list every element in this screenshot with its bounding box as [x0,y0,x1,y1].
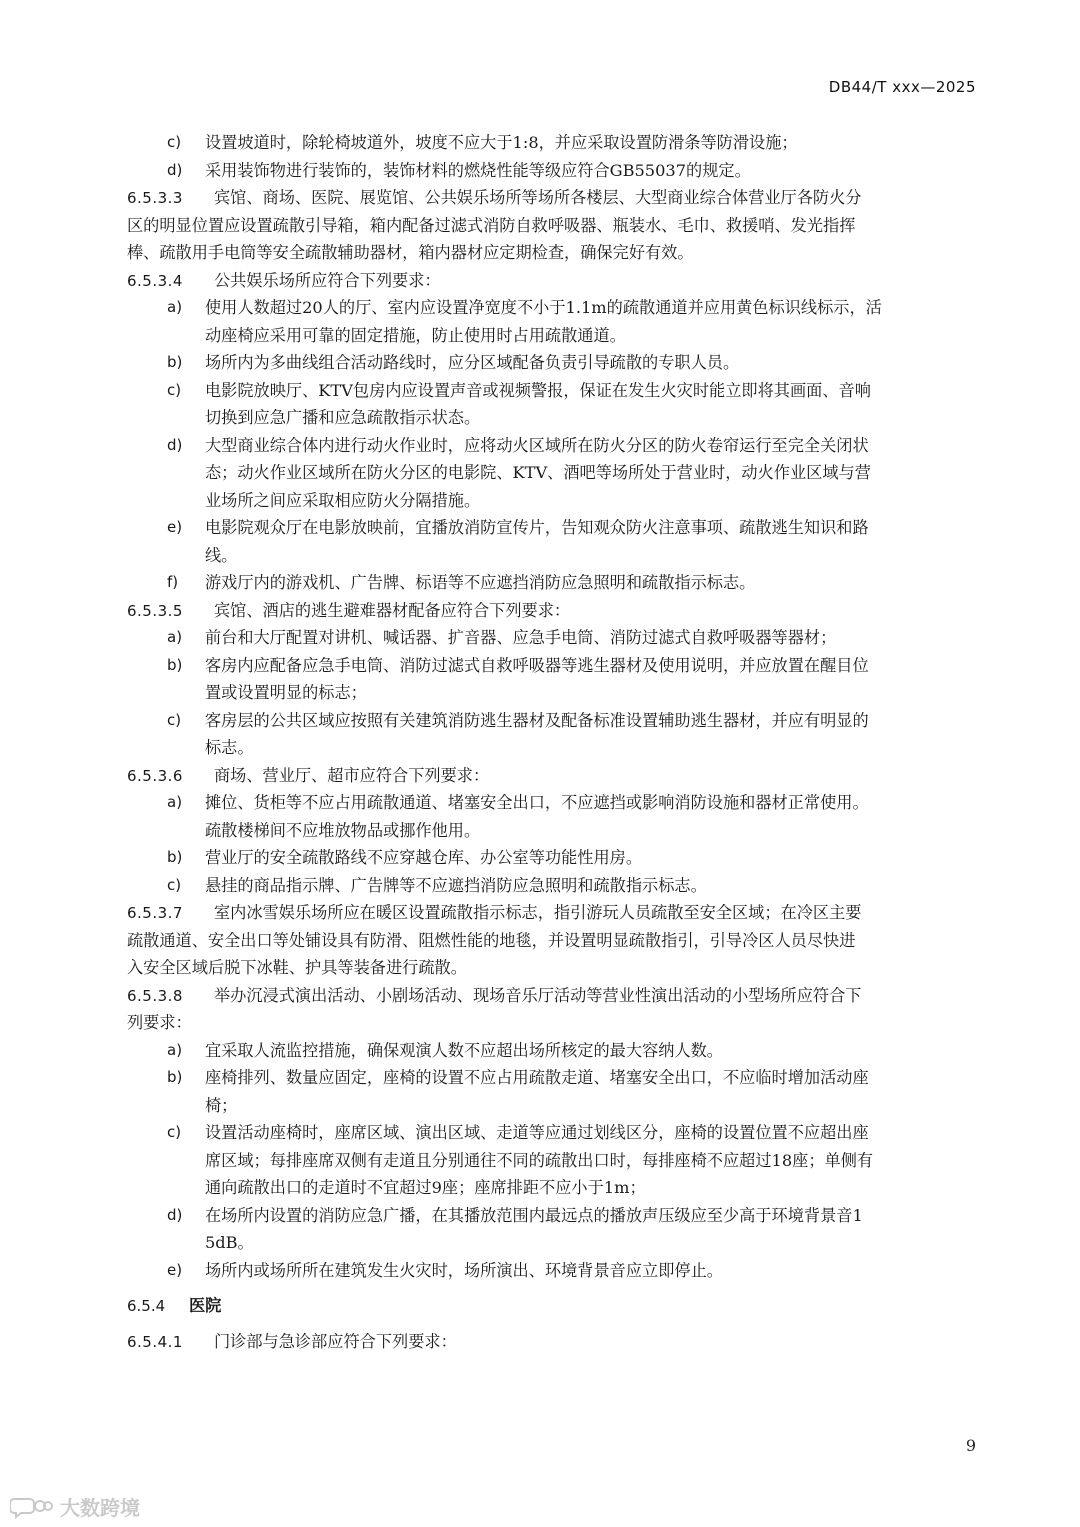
list-item [127,377,977,405]
list-item-continuation: 切换到应急广播和应急疏散指示状态。 [205,408,481,427]
clause-line [127,762,977,790]
list-item-continuation: 5dB。 [205,1233,254,1252]
list-item-label: a) [167,793,183,811]
paragraph-line: 列要求： [127,1013,192,1032]
list-item-text: 悬挂的商品指示牌、广告牌等不应遮挡消防应急照明和疏散指示标志。 [205,875,707,895]
clause-text: 举办沉浸式演出活动、小剧场活动、现场音乐厅活动等营业性演出活动的小型场所应符合下 [214,985,862,1005]
clause-number: 6.5.4.1 [127,1332,183,1351]
list-item-continuation: 通向疏散出口的走道时不宜超过9座；座席排距不应小于1m； [205,1178,646,1197]
list-item [127,1257,977,1285]
list-item-text: 营业厅的安全疏散路线不应穿越仓库、办公室等功能性用房。 [205,848,643,867]
clause-line [127,184,977,212]
list-item-label: a) [167,298,183,316]
list-item [127,157,977,185]
list-item-text: 使用人数超过20人的厅、室内应设置净宽度不小于1.1m的疏散通道并应用黄色标识线标示，活 [205,298,882,317]
chat-bubble-logo-icon [10,1495,54,1519]
list-item-text: 前台和大厅配置对讲机、喊话器、扩音器、应急手电筒、消防过滤式自救呼吸器等器材； [205,628,837,647]
list-item-label: d) [167,160,183,179]
list-item-text: 设置坡道时，除轮椅坡道外，坡度不应大于1:8，并应采取设置防滑条等防滑设施； [205,133,798,152]
list-item-label: e) [167,518,183,536]
clause-text: 商场、营业厅、超市应符合下列要求： [214,765,490,785]
watermark-text: 大数跨境 [60,1496,140,1520]
list-item-continuation: 疏散楼梯间不应堆放物品或挪作他用。 [205,820,481,840]
clause-text: 室内冰雪娱乐场所应在暖区设置疏散指示标志，指引游玩人员疏散至安全区域；在冷区主要 [214,903,862,922]
page-number: 9 [965,1436,976,1455]
list-item-continuation: 席区域；每排座席双侧有走道且分别通往不同的疏散出口时，每排座椅不应超过18座；单侧有 [205,1150,874,1170]
list-item-label: f) [167,573,179,591]
list-item [127,514,977,542]
list-item-text: 在场所内设置的消防应急广播，在其播放范围内最远点的播放声压级应至少高于环境背景音1 [205,1205,863,1225]
clause-number: 6.5.3.7 [127,904,183,922]
list-item-label: b) [167,848,183,866]
list-item-continuation: 态；动火作业区域所在防火分区的电影院、KTV、酒吧等场所处于营业时，动火作业区域与营 [205,463,871,482]
list-item [127,1119,977,1147]
list-item-continuation: 椅； [205,1095,238,1115]
list-item-text: 场所内为多曲线组合活动路线时，应分区域配备负责引导疏散的专职人员。 [205,353,740,372]
list-item [127,789,977,817]
list-item-label: d) [167,1205,183,1224]
list-item-label: c) [167,380,182,399]
list-item-text: 设置活动座椅时，座席区域、演出区域、走道等应通过划线区分，座椅的设置位置不应超出座 [205,1123,869,1142]
list-item-continuation: 线。 [205,545,238,565]
clause-number: 6.5.3.3 [127,189,183,207]
list-item [127,1202,977,1230]
clause-text: 宾馆、酒店的逃生避难器材配备应符合下列要求： [214,600,571,620]
clause-line [127,982,977,1010]
section-title: 医院 [189,1296,222,1315]
list-item-continuation: 标志。 [205,738,254,757]
list-item [127,872,977,900]
clause-number: 6.5.3.6 [127,766,183,785]
clause-text: 公共娱乐场所应符合下列要求： [214,270,441,290]
section-number: 6.5.4 [127,1297,166,1315]
document-body [127,129,977,1355]
list-item-label: c) [167,875,182,894]
list-item-text: 场所内或场所所在建筑发生火灾时，场所演出、环境背景音应立即停止。 [205,1260,723,1280]
list-item [127,844,977,872]
clause-line [127,899,977,927]
list-item [127,349,977,377]
clause-line [127,597,977,625]
paragraph-line: 疏散通道、安全出口等处铺设具有防滑、阻燃性能的地毯，并设置明显疏散指引，引导冷区人员尽快进 [127,930,856,950]
clause-number: 6.5.3.5 [127,601,183,620]
list-item-label: c) [167,1123,182,1141]
list-item-text: 客房层的公共区域应按照有关建筑消防逃生器材及配备标准设置辅助逃生器材，并应有明显的 [205,710,869,730]
list-item-text: 摊位、货柜等不应占用疏散通道、堵塞安全出口，不应遮挡或影响消防设施和器材正常使用。 [205,793,869,812]
list-item-label: e) [167,1260,183,1279]
list-item-label: b) [167,655,183,674]
paragraph-line: 棒、疏散用手电筒等安全疏散辅助器材，箱内器材应定期检查，确保完好有效。 [127,243,694,262]
list-item-label: c) [167,133,182,151]
list-item [127,569,977,597]
list-item [127,652,977,680]
document-code: DB44/T xxx—2025 [828,78,976,96]
list-item-label: a) [167,1040,183,1059]
list-item [127,1064,977,1092]
list-item [127,707,977,735]
list-item-continuation: 业场所之间应采取相应防火分隔措施。 [205,490,481,510]
list-item [127,294,977,322]
list-item [127,129,977,157]
clause-number: 6.5.3.4 [127,271,183,290]
list-item-text: 电影院观众厅在电影放映前，宜播放消防宣传片，告知观众防火注意事项、疏散逃生知识和路 [205,518,869,537]
clause-text: 门诊部与急诊部应符合下列要求： [214,1331,457,1351]
list-item [127,1037,977,1065]
list-item-text: 座椅排列、数量应固定，座椅的设置不应占用疏散走道、堵塞安全出口，不应临时增加活动座 [205,1068,869,1087]
list-item-label: b) [167,1068,183,1086]
list-item-text: 客房内应配备应急手电筒、消防过滤式自救呼吸器等逃生器材及使用说明，并应放置在醒目位 [205,655,869,675]
list-item-label: c) [167,710,182,729]
paragraph-line: 区的明显位置应设置疏散引导箱，箱内配备过滤式消防自救呼吸器、瓶装水、毛巾、救援哨、发光指挥 [127,215,856,235]
clause-number: 6.5.3.8 [127,986,183,1005]
watermark [10,1492,140,1521]
list-item-text: 采用装饰物进行装饰的，装饰材料的燃烧性能等级应符合GB55037的规定。 [205,160,751,180]
list-item-label: b) [167,353,183,371]
section-heading [127,1292,977,1320]
list-item-continuation: 置或设置明显的标志； [205,683,367,702]
list-item-continuation: 动座椅应采用可靠的固定措施，防止使用时占用疏散通道。 [205,325,626,345]
list-item-text: 电影院放映厅、KTV包房内应设置声音或视频警报，保证在发生火灾时能立即将其画面、音响 [205,380,871,400]
list-item-label: d) [167,435,183,454]
clause-text: 宾馆、商场、医院、展览馆、公共娱乐场所等场所各楼层、大型商业综合体营业厅各防火分 [214,188,862,207]
list-item [127,432,977,460]
paragraph-line: 入安全区域后脱下冰鞋、护具等装备进行疏散。 [127,958,467,977]
list-item-text: 游戏厅内的游戏机、广告牌、标语等不应遮挡消防应急照明和疏散指示标志。 [205,573,756,592]
list-item-text: 宜采取人流监控措施，确保观演人数不应超出场所核定的最大容纳人数。 [205,1040,723,1060]
list-item [127,624,977,652]
clause-line [127,267,977,295]
list-item-label: a) [167,628,183,646]
clause-line [127,1328,977,1356]
list-item-text: 大型商业综合体内进行动火作业时，应将动火区域所在防火分区的防火卷帘运行至完全关闭状 [205,435,869,455]
